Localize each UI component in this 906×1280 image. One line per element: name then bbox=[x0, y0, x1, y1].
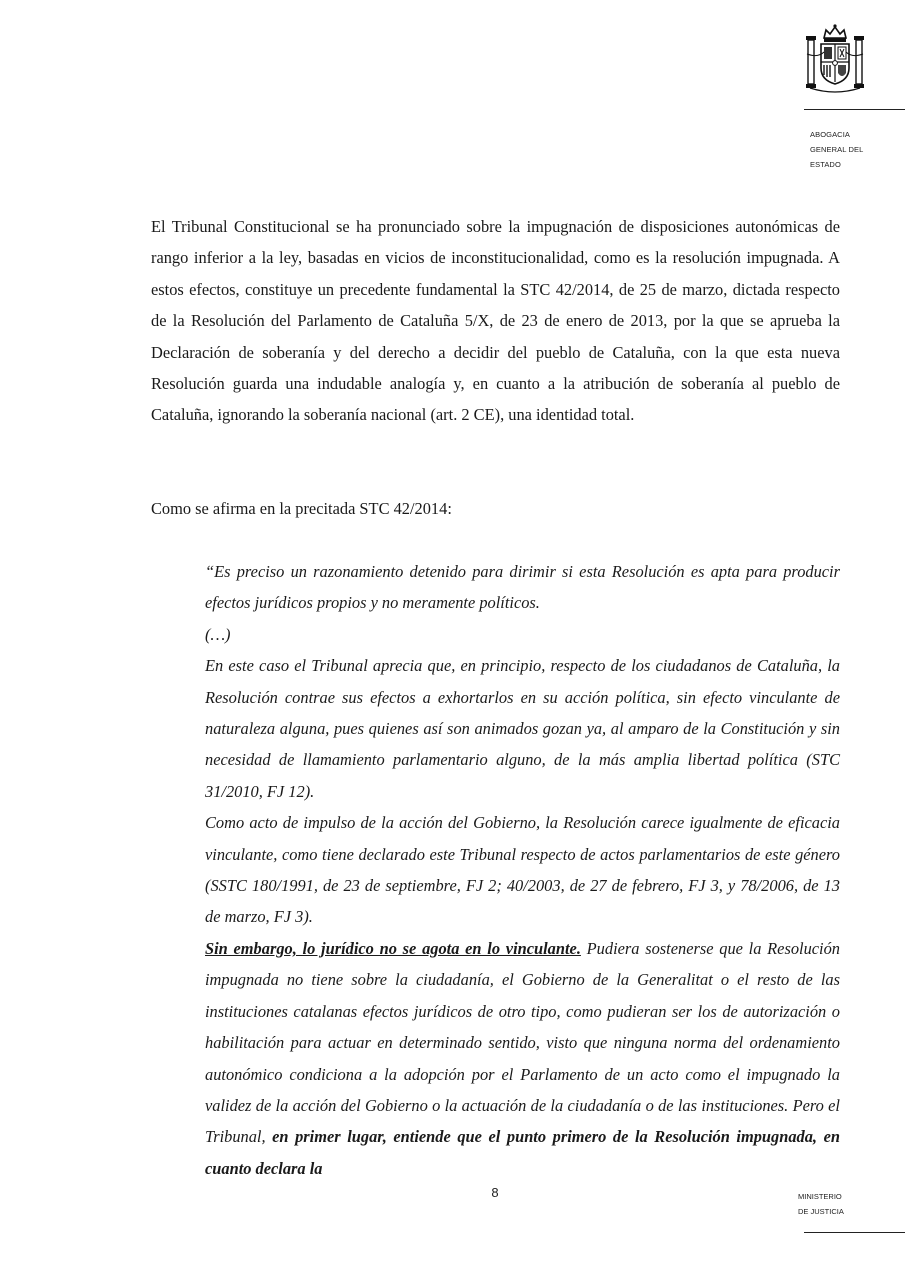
page-number: 8 bbox=[491, 1185, 499, 1200]
body-paragraph-2: Como se afirma en la precitada STC 42/2014: bbox=[151, 499, 452, 518]
agency-name bbox=[810, 127, 863, 172]
ministry-name bbox=[798, 1189, 844, 1219]
quote-emphasis-bold: en primer lugar, entiende que el punto primero de la Resolución impugnada, en cuanto declara la bbox=[205, 1127, 840, 1178]
quote-paragraph-4-text: Pudiera sostenerse que la Resolución impugnada no tiene sobre la ciudadanía, el Gobierno de la Generalitat o el resto de las instituciones catalanas efectos jurídicos de otro tipo, como pudieran ser los de autorización o habilitación para actuar en determinado sentido, visto que ninguna norma del ordenamiento autonómico condiciona a la adopción por el Parlamento de un acto como el impugnado la validez de la acción del Gobierno o la actuación de la ciudadanía o de las instituciones. Pero el Tribunal, bbox=[205, 938, 840, 1147]
ministry-line-1: MINISTERIO bbox=[798, 1192, 842, 1201]
quote-paragraph-3: Como acto de impulso de la acción del Gobierno, la Resolución carece igualmente de eficacia vinculante, como tiene declarado este Tribunal respecto de actos parlamentarios de este género (SSTC 180/1991, de 23 de septiembre, FJ 2; 40/2003, de 27 de febrero, FJ 3, y 78/2006, de 13 de marzo, FJ 3). bbox=[205, 813, 840, 927]
header-rule bbox=[804, 109, 905, 110]
coat-of-arms-icon bbox=[804, 24, 866, 94]
quote-paragraph-1: “Es preciso un razonamiento detenido para dirimir si esta Resolución es apta para producir efectos jurídicos propios y no meramente políticos. bbox=[205, 562, 840, 613]
quoted-passage bbox=[205, 556, 840, 1184]
quote-paragraph-2: En este caso el Tribunal aprecia que, en principio, respecto de los ciudadanos de Cataluña, la Resolución contrae sus efectos a exhortarlos en su acción política, sin efecto vinculante de naturaleza alguna, pues quienes así son animados gozan ya, al amparo de la Constitución y sin necesidad de llamamiento parlamentario alguno, de la más amplia libertad política (STC 31/2010, FJ 12). bbox=[205, 656, 840, 801]
agency-line-3: ESTADO bbox=[810, 160, 841, 169]
agency-line-2: GENERAL DEL bbox=[810, 145, 864, 154]
quote-ellipsis: (…) bbox=[205, 624, 231, 644]
body-paragraph-1: El Tribunal Constitucional se ha pronunciado sobre la impugnación de disposiciones autonómicas de rango inferior a la ley, basadas en vicios de inconstitucionalidad, como es la resolución impugnada. A estos efectos, constituye un precedente fundamental la STC 42/2014, de 25 de marzo, dictada respecto de la Resolución del Parlamento de Cataluña 5/X, de 23 de enero de 2013, por la que se aprueba la Declaración de soberanía y del derecho a decidir del pueblo de Cataluña, con la que esta nueva Resolución guarda una indudable analogía y, en cuanto a la atribución de soberanía al pueblo de Cataluña, ignorando la soberanía nacional (art. 2 CE), una identidad total. bbox=[151, 217, 840, 425]
ministry-line-2: DE JUSTICIA bbox=[798, 1207, 844, 1216]
footer-rule bbox=[804, 1232, 905, 1233]
quote-emphasis-underlined: Sin embargo, lo jurídico no se agota en lo vinculante. bbox=[205, 938, 581, 958]
agency-line-1: ABOGACIA bbox=[810, 130, 850, 139]
quote-paragraph-4 bbox=[205, 933, 840, 1184]
